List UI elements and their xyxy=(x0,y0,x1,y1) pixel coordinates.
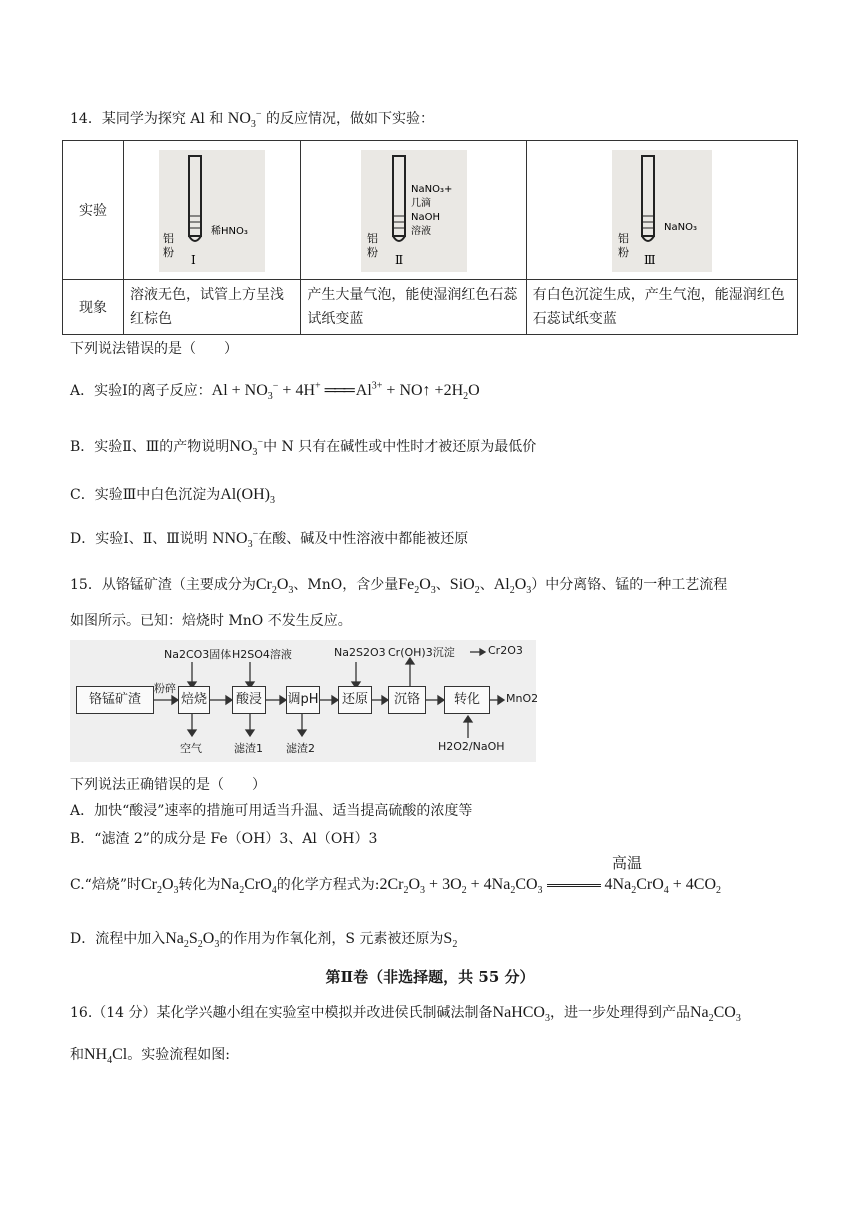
q15-question: 下列说法正确错误的是（ ） xyxy=(70,777,266,793)
tube3-reagent-label: NaNO₃ xyxy=(663,222,697,233)
q14-intro: 14．某同学为探究 Al 和 $NO_3^-$ 的反应情况，做如下实验： xyxy=(70,108,434,131)
test-tube-3-illustration xyxy=(612,150,712,272)
label-h2o2-naoh: H2O2/NaOH xyxy=(438,740,505,753)
q14-option-a: A．实验Ⅰ的离子反应：$Al + NO_3^- + 4H^+$ ═══ $Al^{3+}$ + NO↑ $+2H_2O$ xyxy=(70,380,480,403)
test-tube-1-illustration xyxy=(159,150,265,272)
process-flow-diagram xyxy=(70,640,539,762)
section-title: 第Ⅱ卷（非选择题，共 55 分） xyxy=(325,968,535,986)
label-slag1: 滤渣1 xyxy=(234,742,263,755)
label-na2co3: Na2CO3固体 xyxy=(164,648,232,661)
flow-box-roast: 焙烧 xyxy=(178,686,210,714)
q14-question: 下列说法错误的是（ ） xyxy=(70,341,238,357)
flow-box-reduce: 还原 xyxy=(338,686,372,714)
label-cr2o3: Cr2O3 xyxy=(488,644,523,657)
flow-box-adjust-ph: 调pH xyxy=(286,686,320,714)
flow-box-convert: 转化 xyxy=(444,686,490,714)
tube1-metal-label: 铝 xyxy=(163,232,175,245)
label-slag2: 滤渣2 xyxy=(286,742,315,755)
experiment-table xyxy=(62,140,798,335)
row-header-observation: 现象 xyxy=(63,280,124,335)
q16-line2: 和$NH_4Cl$。实验流程如图: xyxy=(70,1046,230,1067)
svg-text:粉: 粉 xyxy=(617,246,629,259)
q15-c-condition: 高温 xyxy=(612,854,643,872)
q15-intro-line2: 如图所示。已知：焙烧时 MnO 不发生反应。 xyxy=(70,613,352,629)
tube2-reagent-label: NaNO₃+ xyxy=(410,184,452,195)
tube-image-2 xyxy=(301,141,526,280)
flow-box-slag: 铬锰矿渣 xyxy=(76,686,154,714)
flow-box-precipitate-cr: 沉铬 xyxy=(388,686,426,714)
q15-intro-line1: 15．从铬锰矿渣（主要成分为$Cr_2O_3$、MnO，含少量$Fe_2O_3$、SiO$_2$、$Al_2O_3$）中分离铬、锰的一种工艺流程 xyxy=(70,576,728,597)
q16-line1: 16.（14 分）某化学兴趣小组在实验室中模拟并改进侯氏制碱法制备NaHCO$_3$，进一步处理得到产品$Na_2CO_3$ xyxy=(70,1004,741,1025)
flow-box-acid-leach: 酸浸 xyxy=(232,686,266,714)
q15-option-b: B．“滤渣 2”的成分是 Fe（OH）3、Al（OH）3 xyxy=(70,831,378,847)
q15-option-c: C.“焙烧”时$Cr_2O_3$转化为$Na_2CrO_4$的化学方程式为$:2Cr_2O_3 + 3O_2 + 4Na_2CO_3$ $4Na_2CrO_4 + 4CO_2$ xyxy=(70,876,722,897)
label-crush: 粉碎 xyxy=(154,682,176,695)
tube1-reagent-label: 稀HNO₃ xyxy=(211,226,249,237)
svg-text:铝: 铝 xyxy=(617,232,629,245)
svg-text:粉: 粉 xyxy=(366,246,378,259)
svg-text:Ⅱ: Ⅱ xyxy=(394,253,403,267)
label-air: 空气 xyxy=(180,742,202,755)
label-mno2: MnO2 xyxy=(506,692,539,705)
svg-text:几滴: 几滴 xyxy=(410,198,431,209)
test-tube-2-illustration xyxy=(361,150,467,272)
q14-option-d: D．实验Ⅰ、Ⅱ、Ⅲ说明 $NNO_3^-$在酸、碱及中性溶液中都能被还原 xyxy=(70,528,469,551)
tube-image-3 xyxy=(526,141,797,280)
q14-option-c: C．实验Ⅲ中白色沉淀为$Al(OH)_3$ xyxy=(70,486,275,507)
svg-text:溶液: 溶液 xyxy=(410,226,431,237)
svg-text:NaOH: NaOH xyxy=(410,212,440,223)
observation-3: 有白色沉淀生成，产生气泡，能湿润红色石蕊试纸变蓝 xyxy=(526,280,797,335)
label-h2so4: H2SO4溶液 xyxy=(232,648,292,661)
q15-option-a: A．加快“酸浸”速率的措施可用适当升温、适当提高硫酸的浓度等 xyxy=(70,803,473,819)
svg-text:铝: 铝 xyxy=(366,232,378,245)
row-header-experiment: 实验 xyxy=(63,141,124,280)
label-na2s2o3: Na2S2O3 xyxy=(334,646,386,659)
svg-text:Ⅲ: Ⅲ xyxy=(643,253,656,267)
label-croh3: Cr(OH)3沉淀 xyxy=(388,646,455,659)
observation-1: 溶液无色，试管上方呈浅红棕色 xyxy=(124,280,301,335)
tube-image-1 xyxy=(124,141,301,280)
q14-option-b: B．实验Ⅱ、Ⅲ的产物说明$NO_3^-$中 N 只有在碱性或中性时才被还原为最低价 xyxy=(70,436,537,459)
svg-text:粉: 粉 xyxy=(163,246,175,259)
tube1-numeral: Ⅰ xyxy=(191,253,196,267)
q15-option-d: D．流程中加入$Na_2S_2O_3$的作用为作氧化剂，S 元素被还原为$S_2$ xyxy=(70,930,458,951)
observation-2: 产生大量气泡，能使湿润红色石蕊试纸变蓝 xyxy=(301,280,526,335)
